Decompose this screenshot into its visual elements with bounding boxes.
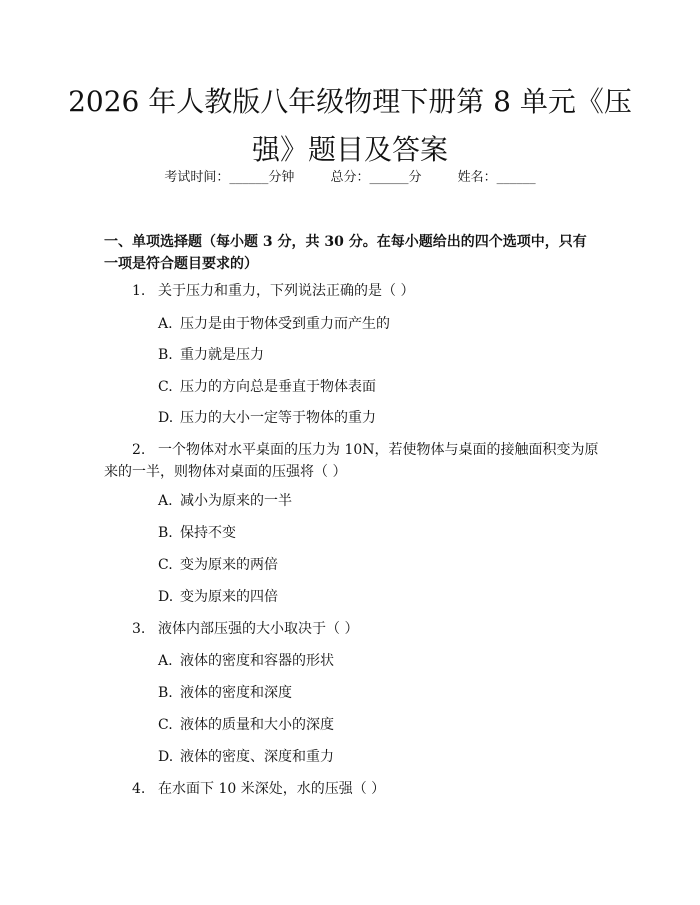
exam-time: 考试时间：______分钟 xyxy=(164,170,295,185)
option-2a: A. 减小为原来的一半 xyxy=(158,493,292,509)
option-3a: A. 液体的密度和容器的形状 xyxy=(158,653,334,669)
question-3 xyxy=(104,618,600,640)
question-text: 在水面下 10 米深处，水的压强（ ） xyxy=(158,781,386,797)
option-1b: B. 重力就是压力 xyxy=(158,347,264,363)
title-line-1: 2026 年人教版八年级物理下册第 8 单元《压 xyxy=(68,85,632,118)
question-text: 一个物体对水平桌面的压力为 10N，若使物体与桌面的接触面积变为原来的一半，则物体对桌面的压强将（ ） xyxy=(104,442,599,480)
option-2c: C. 变为原来的两倍 xyxy=(158,557,278,573)
question-text: 关于压力和重力，下列说法正确的是（ ） xyxy=(158,283,415,299)
question-1 xyxy=(104,280,600,302)
option-1a: A. 压力是由于物体受到重力而产生的 xyxy=(158,316,390,332)
question-number: 1. xyxy=(132,283,146,299)
title-line-2: 强》题目及答案 xyxy=(251,133,448,166)
student-name: 姓名：______ xyxy=(457,170,536,185)
question-4 xyxy=(104,778,600,800)
option-3c: C. 液体的质量和大小的深度 xyxy=(158,717,334,733)
question-text: 液体内部压强的大小取决于（ ） xyxy=(158,621,359,637)
question-number: 4. xyxy=(132,781,146,797)
document-title xyxy=(60,78,640,174)
section-heading: 一、单项选择题（每小题 3 分，共 30 分。在每小题给出的四个选项中，只有一项是符合题目要求的） xyxy=(104,234,587,272)
option-2b: B. 保持不变 xyxy=(158,525,236,541)
option-1d: D. 压力的大小一定等于物体的重力 xyxy=(158,410,376,426)
option-2d: D. 变为原来的四倍 xyxy=(158,589,278,605)
option-3d: D. 液体的密度、深度和重力 xyxy=(158,749,334,765)
option-3b: B. 液体的密度和深度 xyxy=(158,685,292,701)
exam-info-line xyxy=(0,168,700,188)
question-2 xyxy=(104,439,600,483)
total-score: 总分：______分 xyxy=(330,170,422,185)
option-1c: C. 压力的方向总是垂直于物体表面 xyxy=(158,379,376,395)
question-number: 2. xyxy=(132,442,146,458)
question-number: 3. xyxy=(132,621,146,637)
